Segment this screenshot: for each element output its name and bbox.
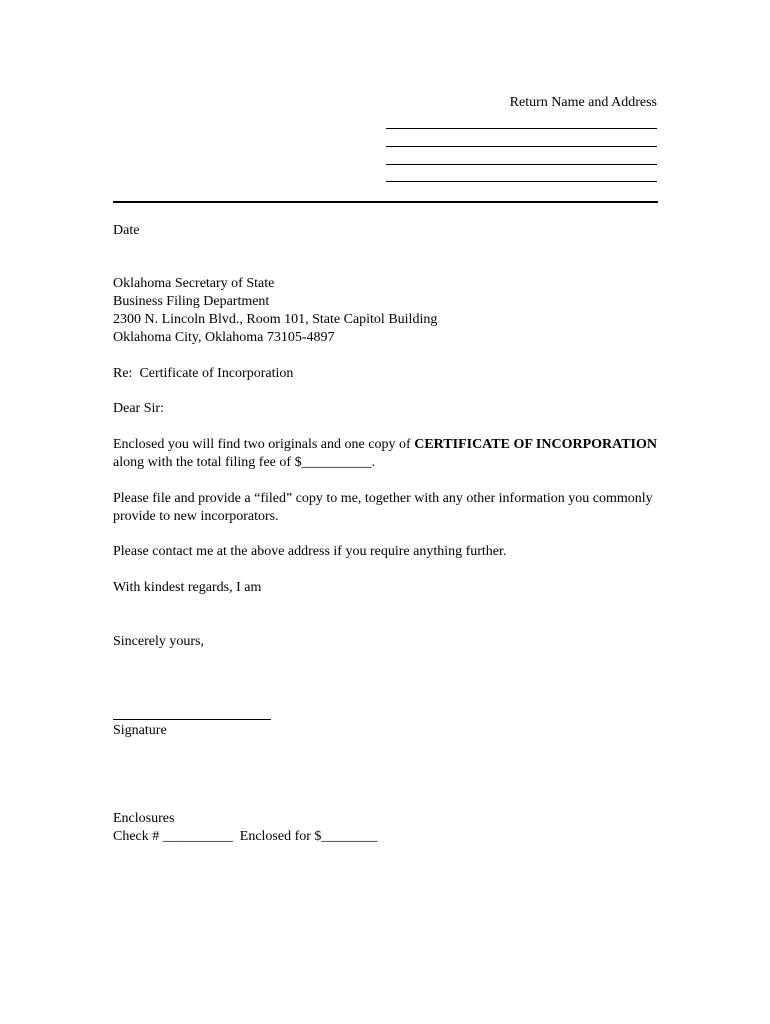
return-address-line-2[interactable] [386,146,657,147]
paragraph-regards: With kindest regards, I am [113,580,262,595]
paragraph-contact: Please contact me at the above address if you require anything further. [113,544,507,559]
paragraph-enclosed-bold: CERTIFICATE OF INCORPORATION [414,437,657,452]
paragraph-file-request: Please file and provide a “filed” copy to me, together with any other information you commonly provide to new incorporators. [113,491,653,524]
date-label: Date [113,223,140,238]
header-divider [113,201,658,203]
recipient-line-3: 2300 N. Lincoln Blvd., Room 101, State Capitol Building [113,312,438,327]
recipient-line-4: Oklahoma City, Oklahoma 73105-4897 [113,330,335,345]
return-address-line-4[interactable] [386,181,657,182]
signature-label: Signature [113,723,167,738]
closing: Sincerely yours, [113,634,204,649]
recipient-line-2: Business Filing Department [113,294,270,309]
paragraph-enclosed-text-b: along with the total filing fee of $__________. [113,455,376,470]
return-address-line-1[interactable] [386,128,657,129]
return-address-line-3[interactable] [386,164,657,165]
recipient-line-1: Oklahoma Secretary of State [113,276,275,291]
enclosures-heading: Enclosures [113,811,175,826]
enclosures-check-line: Check # __________ Enclosed for $________ [113,829,378,844]
return-address-label: Return Name and Address [509,95,657,110]
paragraph-enclosed-text-a: Enclosed you will find two originals and one copy of [113,437,415,452]
subject-line: Re: Certificate of Incorporation [113,366,294,381]
signature-line[interactable] [113,719,271,720]
paragraph-enclosed [113,436,657,472]
salutation: Dear Sir: [113,401,164,416]
